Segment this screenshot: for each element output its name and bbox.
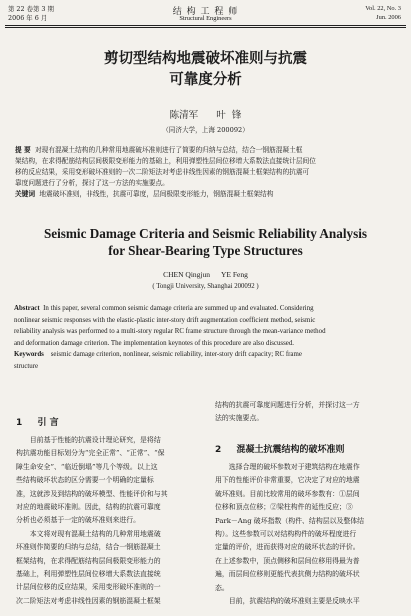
journal-date: 2006 年 6 月 (8, 14, 48, 22)
title-cn (0, 49, 411, 91)
body-line: 遍，而层间位移则更能代表抗侧力结构的破坏状 (215, 570, 360, 579)
abstract-en-label: Abstract (14, 305, 40, 312)
body-line: 态。 (215, 583, 229, 592)
body-line: 构抗震功能目标划分为“完全正常”、“正常”、“保 (16, 449, 165, 458)
body-line: 在上述参数中，顶点侧移和层间位移用得最为普 (215, 556, 360, 565)
body-line: 目前，抗震结构的破坏准则主要是反映水平 (228, 597, 360, 606)
title-en-line-2: for Shear-Bearing Type Structures (108, 243, 303, 258)
right-column-intro (215, 399, 401, 426)
body-line: 位移和顶点位移；②梁柱构件的延性反应；③ (215, 503, 353, 512)
abstract-cn-label: 提 要 (15, 146, 31, 154)
left-column-body (16, 434, 202, 608)
keywords-cn-text: 地震破坏准则，非线性，抗震可靠度，层间极限变形能力，钢筋混凝土框架结构 (39, 190, 274, 198)
body-line: 分析也必须基于一定的破坏准则来进行。 (16, 516, 141, 525)
right-column-body (215, 461, 401, 608)
abstract-cn (15, 145, 397, 200)
body-line: 坏准则作简要的归纳与总结，结合一钢筋混凝土 (16, 543, 161, 552)
abstract-cn-line: 移的反应结果，采用变形破坏准则的一次二阶矩法对考虑非线性因素的钢筋混凝土框架结构的抗震可 (15, 168, 310, 176)
abstract-cn-line: 架结构，在求得配筋结构层间极限变形能力的基础上，利用弹塑性层间位移增大系数法直接统计层间位 (15, 157, 316, 165)
abstract-en (14, 303, 398, 373)
body-line: 构）。这些参数可以对结构构件的破坏程度进行 (215, 530, 357, 539)
body-line: 框架结构，在求得配筋结构层间极限变形能力的 (16, 556, 161, 565)
keywords-en-line: structure (14, 362, 39, 370)
body-line: 法的实施要点。 (215, 414, 264, 423)
body-line: 本文将对现有混凝土结构的几种常用地震破 (29, 529, 161, 538)
body-line: 基础上，利用弹塑性层间位移增大系数法直接统 (16, 570, 161, 579)
body-line: 准，这就涉及到结构的破坏模型、性能评价和与其 (16, 489, 168, 498)
body-line: 次二阶矩法对考虑非线性因素的钢筋混凝土框架 (16, 596, 161, 605)
section-2-heading (215, 437, 345, 456)
body-line: 目前基于性能的抗震设计理论研究，是将结 (29, 436, 161, 444)
title-cn-line-2: 可靠度分析 (169, 72, 242, 88)
body-line: 结构的抗震可靠度问题进行分析，并探讨这一方 (215, 401, 360, 409)
keywords-en-line: seismic damage criterion, nonlinear, seismic reliability, inter-story drift capacity; RC frame (50, 351, 302, 359)
body-line: Park－Ang 破坏指数（构件、结构层以及整体结 (215, 516, 365, 525)
affiliation-en: ( Tongji University, Shanghai 200092 ) (152, 283, 259, 290)
section-2-title: 混凝土抗震结构的破坏准则 (236, 445, 345, 455)
body-line: 用下的性能评价非常重要，它决定了对应的地震 (215, 476, 360, 485)
body-line: 破坏准则。目前比较常用的破坏参数有：①层间 (215, 489, 360, 498)
keywords-cn-label: 关键词 (15, 190, 36, 198)
header-rule (5, 25, 406, 26)
journal-name-en: Structural Engineers (179, 15, 232, 22)
body-line: 些结构破坏状态的区分需要一个明确的定量标 (16, 476, 154, 485)
title-en-line-1: Seismic Damage Criteria and Seismic Reliability Analysis (43, 226, 368, 241)
journal-date-en: Jun. 2006 (376, 14, 401, 21)
abstract-en-line: and deformation damage criterion. The implementation keynotes of this procedure are also discussed. (14, 339, 295, 347)
authors-en: CHEN Qingjun YE Feng (163, 270, 248, 279)
journal-name-cn: 结 构 工 程 师 (172, 7, 239, 17)
affiliation-cn: （同济大学，上海 200092） (162, 126, 249, 134)
abstract-en-line: nonlinear seismic responses with the elastic-plastic inter-story drift augmentation coefficient method, seismic (14, 316, 316, 324)
abstract-en-line: In this paper, several common seismic damage criteria are summed up and evaluated. Considering (43, 305, 314, 312)
body-line: 定量的评价，进而获得对应的破坏状态的评价。 (215, 543, 360, 552)
body-line: 障生命安全”、“临近倒塌”等几个等级。以上这 (16, 462, 158, 471)
body-line: 选择合理的破坏参数对于建筑结构在地震作 (228, 463, 360, 471)
body-line: 计层间位移的反应结果，采用变形破坏准则的一 (16, 583, 161, 592)
abstract-cn-line: 靠度问题进行了分析，探讨了这一方法的实施要点。 (15, 179, 169, 187)
section-1-title: 引 言 (37, 418, 59, 428)
body-line: 对应的地震破坏准则。因此，结构的抗震可靠度 (16, 503, 161, 512)
title-cn-line-1: 剪切型结构地震破坏准则与抗震 (104, 51, 307, 67)
title-en (0, 225, 411, 259)
authors-cn: 陈清军 叶 锋 (169, 110, 242, 121)
abstract-en-line: reliability analysis was performed to a multi-story regular RC frame structure through the mean-variance method (14, 328, 326, 336)
keywords-en-label: Keywords (14, 351, 44, 359)
section-1-number: 1 (16, 418, 23, 428)
journal-volume: 第 22 卷第 3 期 (8, 5, 54, 13)
journal-vol-en: Vol. 22, No. 3 (365, 5, 401, 12)
section-2-number: 2 (215, 445, 222, 455)
section-1-heading (16, 410, 59, 429)
header-rule-thin (5, 27, 406, 28)
abstract-cn-line: 对现有混凝土结构的几种常用地震破坏准则进行了简要的归纳与总结，结合一钢筋混凝土框 (34, 146, 303, 154)
